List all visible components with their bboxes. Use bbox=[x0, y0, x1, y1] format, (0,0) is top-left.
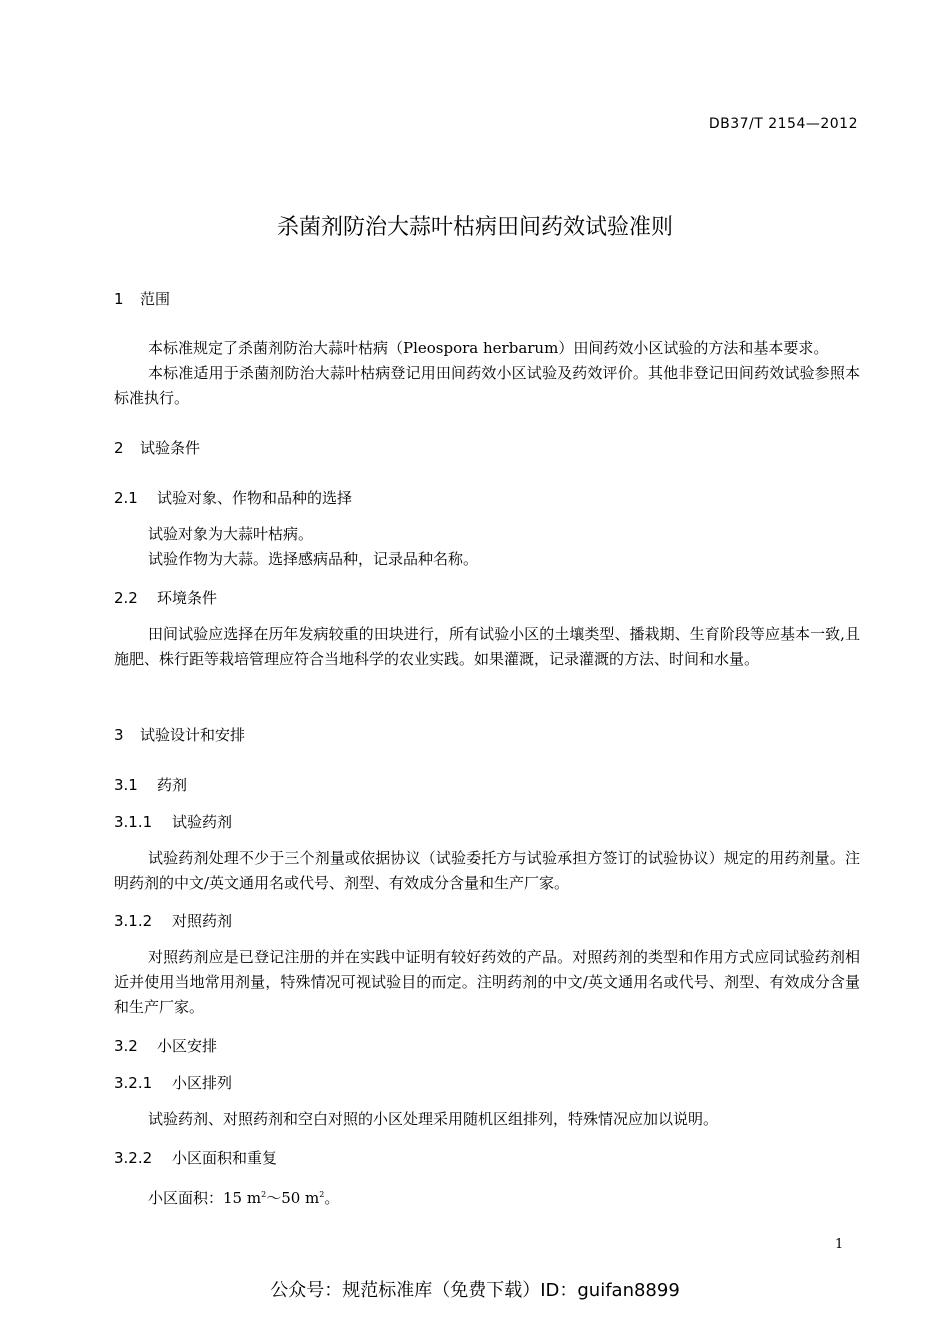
paragraph-plot-area bbox=[114, 1182, 860, 1211]
paragraph: 试验药剂、对照药剂和空白对照的小区处理采用随机区组排列，特殊情况应加以说明。 bbox=[148, 1110, 719, 1128]
section-title: 药剂 bbox=[157, 776, 188, 794]
paragraph: 试验对象为大蒜叶枯病。 bbox=[148, 525, 314, 543]
plot-area-text: 小区面积：15 m bbox=[148, 1189, 262, 1207]
section-heading-3-2-2 bbox=[114, 1147, 277, 1168]
section-title: 试验条件 bbox=[140, 439, 201, 457]
paragraph: 试验药剂处理不少于三个剂量或依据协议（试验委托方与试验承担方签订的试验协议）规定的用药剂量。注明药剂的中文/英文通用名或代号、剂型、有效成分含量和生产厂家。 bbox=[114, 849, 860, 892]
section-heading-3-2-1 bbox=[114, 1072, 232, 1093]
section-title: 范围 bbox=[140, 290, 171, 308]
page-number: 1 bbox=[835, 1237, 844, 1252]
page-title: 杀菌剂防治大蒜叶枯病田间药效试验准则 bbox=[276, 215, 673, 240]
section-number: 3.1.2 bbox=[114, 912, 153, 930]
section-heading-2 bbox=[114, 437, 200, 458]
section-heading-3-1-1 bbox=[114, 811, 232, 832]
section-number: 3.1.1 bbox=[114, 813, 153, 831]
section-heading-3 bbox=[114, 724, 245, 745]
section-title: 试验对象、作物和品种的选择 bbox=[157, 489, 353, 507]
paragraph: 试验作物为大蒜。选择感病品种，记录品种名称。 bbox=[148, 550, 479, 568]
document-code: DB37/T 2154—2012 bbox=[708, 116, 858, 132]
section-number: 3.2 bbox=[114, 1037, 138, 1055]
plot-area-text: 。 bbox=[324, 1189, 340, 1207]
section-title: 试验药剂 bbox=[172, 813, 233, 831]
plot-area-text: ～50 m bbox=[266, 1189, 320, 1207]
section-title: 小区面积和重复 bbox=[172, 1149, 278, 1167]
section-number: 3.2.1 bbox=[114, 1074, 153, 1092]
paragraph: 本标准规定了杀菌剂防治大蒜叶枯病（Pleospora herbarum）田间药效小区试验的方法和基本要求。 bbox=[148, 339, 829, 357]
section-title: 小区排列 bbox=[172, 1074, 233, 1092]
section-number: 3.2.2 bbox=[114, 1149, 153, 1167]
section-title: 小区安排 bbox=[157, 1037, 218, 1055]
section-number: 2 bbox=[114, 439, 124, 457]
footer-watermark: 公众号：规范标准库（免费下载）ID：guifan8899 bbox=[270, 1280, 680, 1301]
section-title: 试验设计和安排 bbox=[140, 726, 246, 744]
section-number: 2.1 bbox=[114, 489, 138, 507]
paragraph: 对照药剂应是已登记注册的并在实践中证明有较好药效的产品。对照药剂的类型和作用方式应同试验药剂相近并使用当地常用剂量，特殊情况可视试验目的而定。注明药剂的中文/英文通用名或代号、剂型、有效成分含量和生产厂家。 bbox=[114, 948, 860, 1016]
section-heading-2-1 bbox=[114, 487, 352, 508]
section-heading-3-2 bbox=[114, 1035, 217, 1056]
superscript: 2 bbox=[319, 1190, 325, 1199]
section-heading-2-2 bbox=[114, 587, 217, 608]
section-title: 环境条件 bbox=[157, 589, 218, 607]
section-title: 对照药剂 bbox=[172, 912, 233, 930]
paragraph: 田间试验应选择在历年发病较重的田块进行，所有试验小区的土壤类型、播栽期、生育阶段等应基本一致,且施肥、株行距等栽培管理应符合当地科学的农业实践。如果灌溉，记录灌溉的方法、时间和水量。 bbox=[114, 625, 860, 668]
section-number: 1 bbox=[114, 290, 124, 308]
superscript: 2 bbox=[261, 1190, 267, 1199]
section-heading-3-1-2 bbox=[114, 910, 232, 931]
section-number: 3.1 bbox=[114, 776, 138, 794]
section-heading-1 bbox=[114, 288, 170, 309]
section-number: 3 bbox=[114, 726, 124, 744]
paragraph: 本标准适用于杀菌剂防治大蒜叶枯病登记用田间药效小区试验及药效评价。其他非登记田间药效试验参照本标准执行。 bbox=[114, 364, 860, 407]
section-heading-3-1 bbox=[114, 774, 187, 795]
section-number: 2.2 bbox=[114, 589, 138, 607]
